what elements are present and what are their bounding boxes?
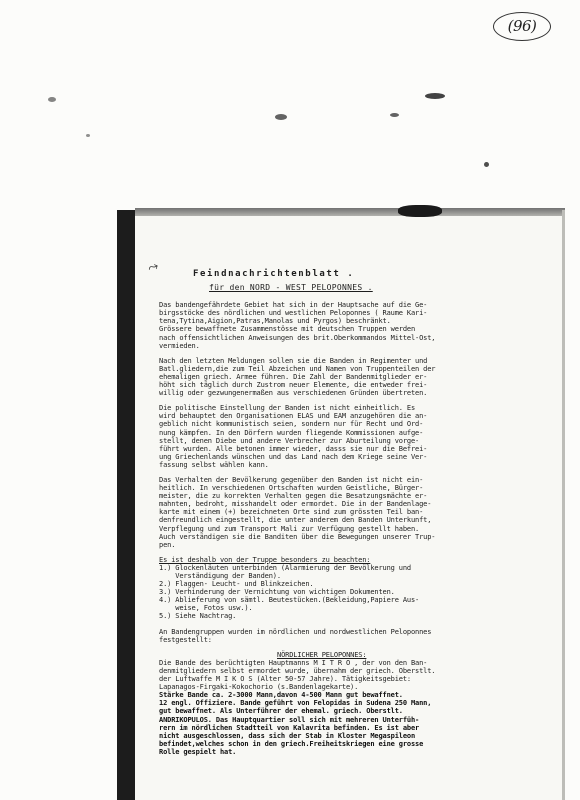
paragraph-line: höht sich täglich durch Zustrom neuer Elemente, die entweder frei-	[159, 381, 428, 390]
scan-speck	[484, 162, 489, 167]
paragraph-line: rern im nördlichen Stadtteil von Kalavrita befinden. Es ist aber	[159, 723, 420, 732]
paragraph-line: heitlich. In verschiedenen Ortschaften wurden Geistliche, Bürger-	[159, 484, 424, 493]
paragraph-line: tena,Tytina,Aigion,Patras,Manolas und Pyrgos) beschränkt.	[159, 317, 391, 326]
paragraph-line: nach offensichtlichen Anweisungen des brit.Oberkommandos Mittel-Ost,	[159, 333, 436, 342]
paragraph-line: fassung selbst wählen kann.	[159, 460, 269, 469]
top-edge-shadow	[135, 208, 565, 216]
scan-speck	[425, 93, 445, 99]
handwritten-mark-icon: ⤳	[145, 258, 162, 277]
right-edge	[562, 210, 565, 800]
paragraph-line: Das bandengefährdete Gebiet hat sich in der Hauptsache auf die Ge-	[159, 301, 428, 310]
paragraph-line: nung kämpfen. In den Dörfern wurden fliegende Kommissionen aufge-	[159, 428, 424, 437]
paragraph-line: Verpflegung und zum Transport Mali zur Verfügung gestellt haben.	[159, 524, 420, 533]
paragraph-line: Nach den letzten Meldungen sollen sie die Banden in Regimenter und	[159, 356, 428, 365]
list-item: 2.) Flaggen- Leucht- und Blinkzeichen.	[159, 580, 314, 589]
paragraph-line: ehemaligen griech. Armee führen. Die Zahl der Bandenmitglieder er-	[159, 372, 428, 381]
paragraph-line: ANDRIKOPULOS. Das Hauptquartier soll sich mit mehreren Unterfüh-	[159, 715, 420, 724]
list-item: Verständigung der Banden).	[159, 572, 281, 580]
list-item: 5.) Siehe Nachtrag.	[159, 612, 237, 621]
list-item: 1.) Glockenläuten unterbinden (Alarmierung der Bevölkerung und	[159, 563, 411, 572]
paragraph-line: wird behauptet den Organisationen ELAS und EAM anzugehören die an-	[159, 412, 428, 421]
typewritten-document	[159, 270, 559, 756]
paragraph-line: stellt, denen Diebe und andere Verbrecher zur Aburteilung vorge-	[159, 436, 420, 445]
paragraph-line: Die politische Einstellung der Banden ist nicht einheitlich. Es	[159, 404, 416, 413]
paragraph-line: willig oder gezwungenermaßen aus verschiedenen Gründen übertreten.	[159, 389, 428, 398]
paragraph-line: vermieden.	[159, 341, 200, 350]
list-item: 3.) Verhinderung der Vernichtung von wichtigen Dokumenten.	[159, 588, 395, 597]
scan-speck	[48, 97, 56, 102]
paragraph-line: Rolle gespielt hat.	[159, 747, 237, 756]
paragraph-line: führt wurden. Alle betonen immer wieder, dasss sie nur die Befrei-	[159, 444, 428, 453]
paragraph-line: birgsstöcke des nördlichen und westlichen Peloponnes ( Raume Kari-	[159, 309, 428, 318]
paragraph-line: pen.	[159, 540, 176, 549]
paragraph-line: gut bewaffnet. Als Unterführer der ehemal. griech. Oberstlt.	[159, 707, 403, 716]
instructions-heading: Es ist deshalb von der Truppe besonders zu beachten:	[159, 555, 371, 564]
paragraph-line: denmitgliedern selbst ermordet wurde, übernahm der griech. Oberstlt.	[159, 666, 436, 675]
paragraph-line: Auch verständigen sie die Banditen über die Bewegungen unserer Trup-	[159, 532, 436, 541]
paragraph-line: Lapanagos-Firgaki-Kokochorio (s.Bandenlagekarte).	[159, 683, 359, 692]
paragraph-line: Batl.gliedern,die zum Teil Abzeichen und Namen von Truppenteilen der	[159, 364, 436, 373]
paragraph-line: befindet,welches schon in den griech.Freiheitskriegen eine grosse	[159, 739, 424, 748]
archive-page-number-stamp: (96)	[493, 12, 551, 41]
paragraph-line: der Luftwaffe M I K O S (Alter 50-57 Jahre). Tätigkeitsgebiet:	[159, 675, 411, 684]
binding-shadow	[117, 210, 135, 800]
paragraph-line: Die Bande des berüchtigten Hauptmanns M I T R O , der von den Ban-	[159, 658, 428, 667]
paragraph-line: 12 engl. Offiziere. Bande geführt von Felopidas in Sudena 250 Mann,	[159, 699, 432, 708]
list-item: 4.) Ablieferung von sämtl. Beutestücken.(Bekleidung,Papiere Aus-	[159, 596, 420, 605]
document-subtitle: für den NORD - WEST PELOPONNES .	[209, 283, 373, 293]
paragraph-line: mahnten, bedroht, misshandelt oder ermordet. Die in der Bandenlage-	[159, 500, 432, 509]
section-heading: NÖRDLICHER PELOPONNES:	[277, 650, 367, 659]
paragraph-line: Stärke Bande ca. 2-3000 Mann,davon 4-500 Mann gut bewaffnet.	[159, 691, 403, 700]
scan-speck	[390, 113, 399, 117]
paragraph-line: Das Verhalten der Bevölkerung gegenüber den Banden ist nicht ein-	[159, 475, 424, 484]
paragraph-line: Grössere bewaffnete Zusammenstösse mit deutschen Truppen werden	[159, 325, 416, 334]
paragraph-line: meister, die zu korrekten Verhalten gegen die Besatzungsmächte er-	[159, 492, 428, 501]
paragraph-line: festgestellt:	[159, 635, 212, 644]
paragraph-line: geblich nicht kommunistisch seien, sondern nur für Recht und Ord-	[159, 420, 424, 429]
paragraph-line: ung Griechenlands wünschen und das Land nach dem Kriege seine Ver-	[159, 452, 428, 461]
ink-blot	[398, 205, 442, 217]
list-item: weise, Fotos usw.).	[159, 604, 253, 613]
scan-speck	[86, 134, 90, 137]
scan-speck	[275, 114, 287, 120]
paragraph-line: An Bandengruppen wurden im nördlichen und nordwestlichen Peloponnes	[159, 627, 432, 636]
document-title: Feindnachrichtenblatt .	[193, 269, 355, 279]
paragraph-line: denfreundlich eingestellt, die unter anderem den Banden Unterkunft,	[159, 516, 432, 525]
paragraph-line: nicht ausgeschlossen, dass sich der Stab in Kloster Megaspileon	[159, 731, 416, 740]
paragraph-line: karte mit einem (+) bezeichneten Orte sind zum grössten Teil ban-	[159, 508, 424, 517]
